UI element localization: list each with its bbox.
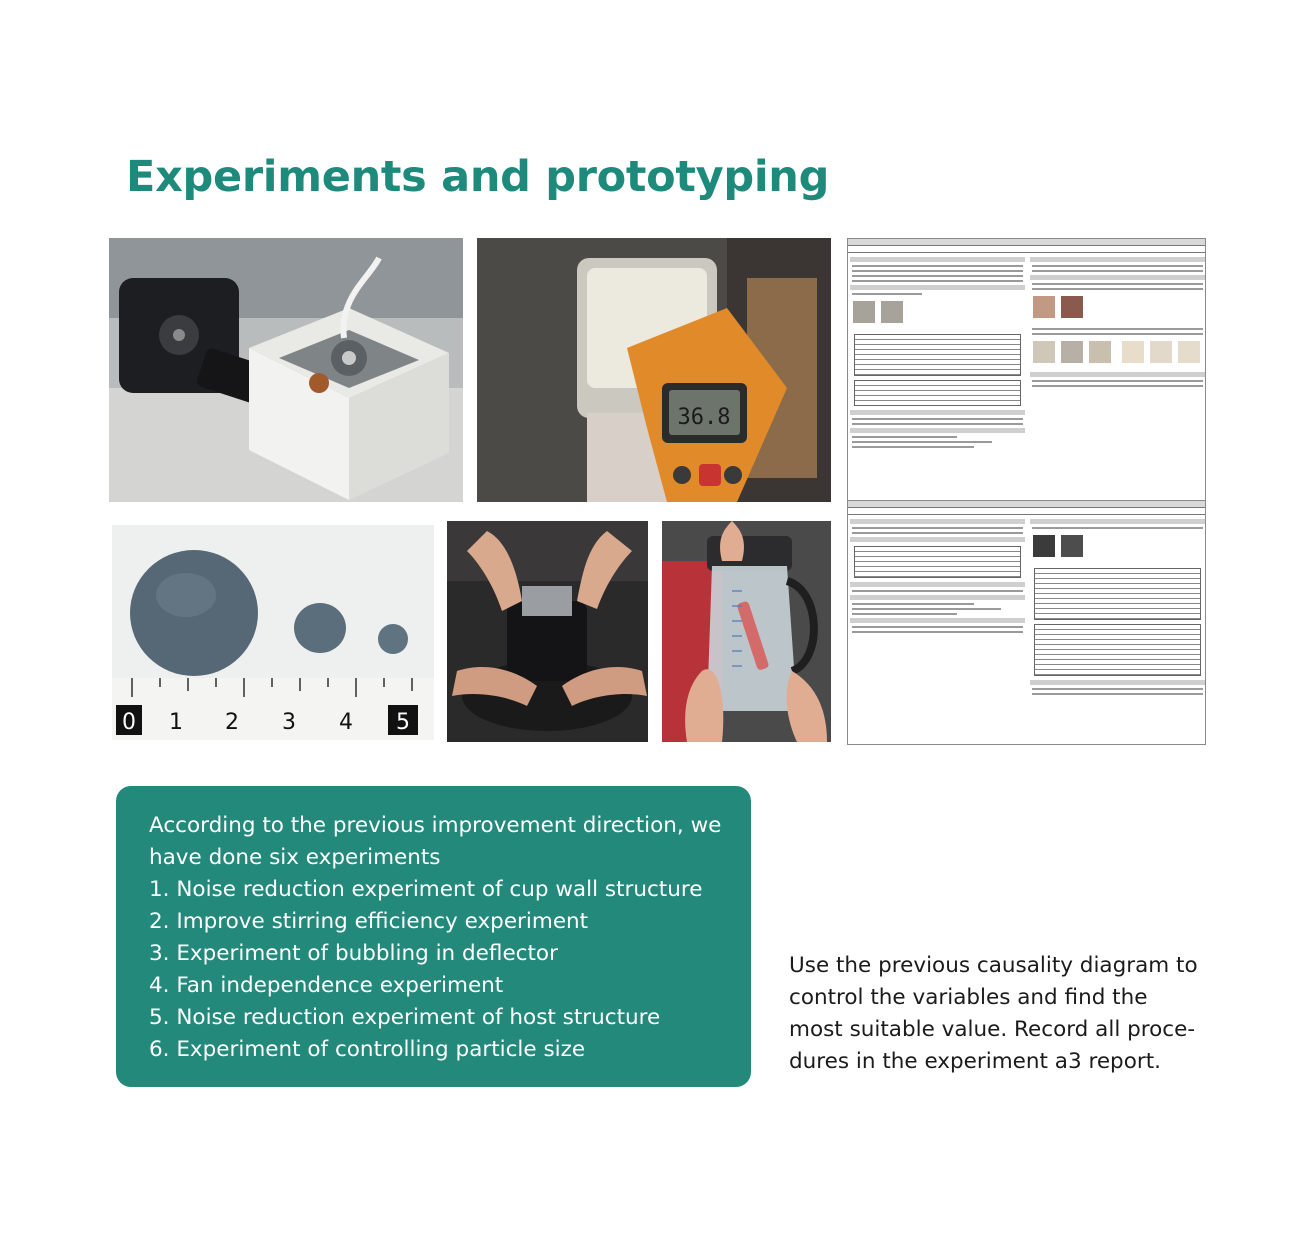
ruler-label-1: 1 — [169, 710, 183, 735]
ruler-label-4: 4 — [339, 710, 353, 735]
infrared-thermometer-photo — [477, 238, 831, 502]
note-line: Use the previous causality diagram to — [789, 953, 1198, 978]
experiments-summary-box — [116, 786, 751, 1087]
experiment-item: 3. Experiment of bubbling in deflector — [149, 941, 558, 966]
ruler-label-5: 5 — [396, 710, 410, 735]
summary-line: have done six experiments — [149, 845, 441, 870]
clay-balls-photo — [112, 525, 434, 740]
motor-housing-photo — [109, 238, 463, 502]
a3-report-thumbnail — [847, 500, 1206, 745]
experiment-item: 4. Fan independence experiment — [149, 973, 504, 998]
experiment-item: 6. Experiment of controlling particle size — [149, 1037, 586, 1062]
experiment-item: 5. Noise reduction experiment of host structure — [149, 1005, 661, 1030]
summary-line: According to the previous improvement direction, we — [149, 813, 722, 838]
ruler-label-3: 3 — [282, 710, 296, 735]
note-line: dures in the experiment a3 report. — [789, 1049, 1161, 1074]
experiment-item: 1. Noise reduction experiment of cup wall structure — [149, 877, 703, 902]
a3-report-thumbnail — [847, 238, 1206, 507]
thermometer-reading: 36.8 — [677, 405, 731, 430]
ruler-label-0: 0 — [122, 710, 136, 735]
method-note — [789, 950, 1209, 1078]
hands-assembling-photo — [447, 521, 648, 742]
page-title: Experiments and prototyping — [126, 152, 830, 202]
note-line: control the variables and find the — [789, 985, 1148, 1010]
ruler-label-2: 2 — [225, 710, 239, 735]
experiment-item: 2. Improve stirring efficiency experiment — [149, 909, 589, 934]
note-line: most suitable value. Record all proce- — [789, 1017, 1196, 1042]
blender-pitcher-photo — [662, 521, 831, 742]
